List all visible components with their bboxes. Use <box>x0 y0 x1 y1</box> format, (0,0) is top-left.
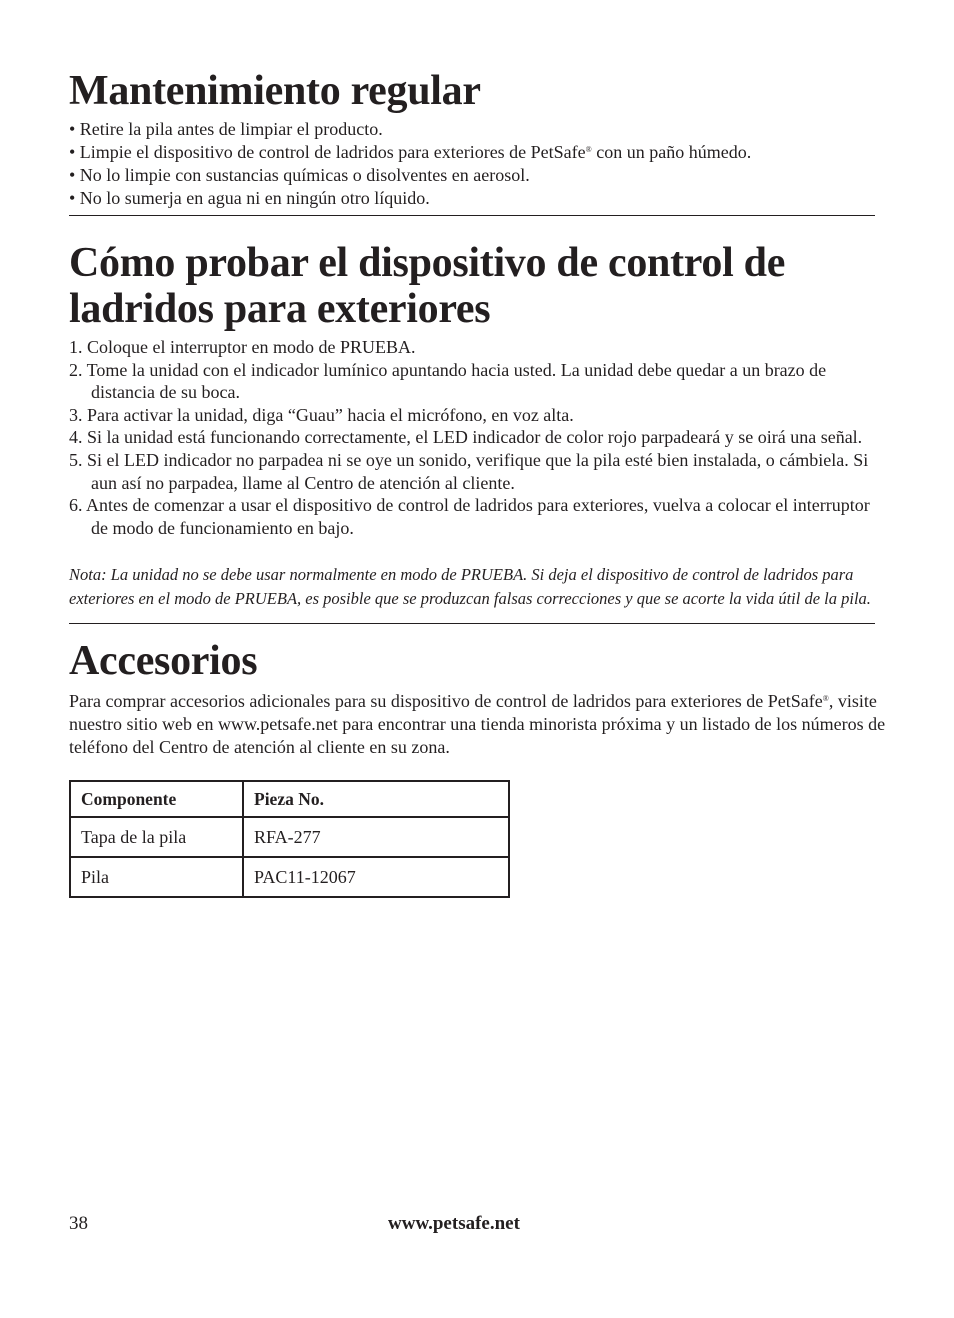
maintenance-list <box>69 118 887 210</box>
accessories-intro-part1: Para comprar accesorios adicionales para su dispositivo de control de ladridos para exteriores de PetSafe <box>69 691 823 712</box>
table-cell: PAC11-12067 <box>243 857 509 897</box>
page-content <box>69 62 887 898</box>
testing-note: Nota: La unidad no se debe usar normalmente en modo de PRUEBA. Si deja el dispositivo de control de ladridos para exteriores en el modo de PRUEBA, es posible que se produzcan falsas correcciones y que se acorte la vida útil de la pila. <box>69 565 871 609</box>
step-item: 1. Coloque el interruptor en modo de PRUEBA. <box>69 337 416 357</box>
testing-heading-line1: Cómo probar el dispositivo de control de <box>69 240 786 286</box>
table-header-cell: Pieza No. <box>243 781 509 817</box>
list-item: • No lo sumerja en agua ni en ningún otro líquido. <box>69 188 430 208</box>
accessories-intro-part2: , visite nuestro sitio web en www.petsafe.net para encontrar una tienda minorista próxima y un listado de los números de teléfono del Centro de atención al cliente en su zona. <box>69 691 886 758</box>
list-item-tail: con un paño húmedo. <box>591 142 752 162</box>
registered-mark: ® <box>585 145 592 154</box>
page-number: 38 <box>69 1213 88 1234</box>
step-item: 2. Tome la unidad con el indicador lumínico apuntando hacia usted. La unidad debe quedar a un brazo de distancia de su boca. <box>69 359 827 403</box>
table-cell: Tapa de la pila <box>70 817 243 857</box>
section-divider <box>69 623 875 624</box>
testing-steps <box>69 336 887 539</box>
list-item: • No lo limpie con sustancias químicas o disolventes en aerosol. <box>69 165 530 185</box>
registered-mark: ® <box>822 694 829 704</box>
testing-heading <box>69 240 887 332</box>
step-item: 6. Antes de comenzar a usar el dispositivo de control de ladridos para exteriores, vuelva a colocar el interruptor de modo de funcionamiento en bajo. <box>69 495 870 538</box>
step-item: 3. Para activar la unidad, diga “Guau” hacia el micrófono, en voz alta. <box>69 404 574 425</box>
table-cell: Pila <box>70 857 243 897</box>
table-cell: RFA-277 <box>243 817 509 857</box>
step-item: 4. Si la unidad está funcionando correctamente, el LED indicador de color rojo parpadeará y se oirá una señal. <box>69 427 863 448</box>
table-header-row <box>70 781 509 817</box>
accessories-intro <box>69 690 887 759</box>
maintenance-heading: Mantenimiento regular <box>69 68 481 114</box>
accessories-table <box>69 780 510 898</box>
table-row <box>70 817 509 857</box>
accessories-heading: Accesorios <box>69 638 258 685</box>
table-row <box>70 857 509 897</box>
list-item: • Retire la pila antes de limpiar el producto. <box>69 119 383 139</box>
footer-url: www.petsafe.net <box>388 1213 520 1234</box>
section-divider <box>69 215 875 216</box>
step-item: 5. Si el LED indicador no parpadea ni se oye un sonido, verifique que la pila esté bien instalada, o cámbiela. Si aun así no parpadea, llame al Centro de atención al cliente. <box>69 449 869 493</box>
testing-heading-line2: ladridos para exteriores <box>69 286 491 332</box>
table-header-cell: Componente <box>70 781 243 817</box>
list-item-text: • Limpie el dispositivo de control de ladridos para exteriores de PetSafe <box>69 142 586 162</box>
list-item <box>69 141 887 164</box>
